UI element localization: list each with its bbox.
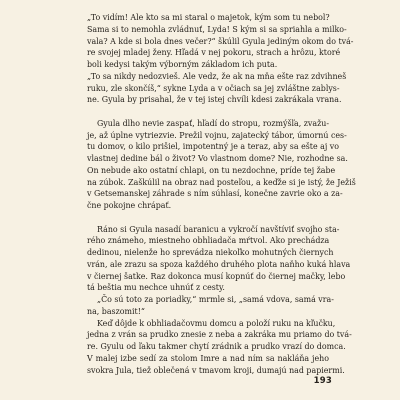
text-line: svokra Jula, tiež oblečená v tmavom kroji, dumajú nad papiermi. — [87, 365, 345, 375]
paragraph — [87, 294, 334, 318]
page-number: 193 — [313, 376, 332, 386]
text-line: v Getsemanskej záhrade s ním súhlasí, konečne zavrie oko a za- — [87, 189, 343, 199]
text-line: „To sa nikdy nedozvieš. Ale vedz, že ak na mňa ešte raz zdvihneš — [87, 71, 347, 81]
paragraph-gap — [87, 106, 329, 118]
paragraph — [87, 12, 354, 71]
text-line: je, až úplne vytriezvie. Prežil vojnu, zajatecký tábor, úmornú ces- — [87, 130, 347, 140]
text-line: boli kedysi takým výborným základom ich puta. — [87, 60, 278, 69]
text-line: „To vidím! Ale kto sa mi staral o majetok, kým som tu nebol? — [87, 13, 330, 22]
paragraph-gap — [87, 212, 329, 224]
text-line: tu domov, o kilo prišiel, impotentný je a teraz, aby sa ešte aj vo — [87, 142, 340, 152]
paragraph — [87, 318, 352, 377]
text-line: Sama si to nemohla zvládnuť, Lyda! S kým si sa spriahla a milko- — [87, 24, 347, 34]
body-text — [87, 12, 356, 376]
text-line: na, baszomit!“ — [87, 306, 145, 316]
text-line: V malej izbe sedí za stolom Imre a nad ním sa nakláňa jeho — [87, 353, 329, 363]
text-line: Gyula dlho nevie zaspať, hľadí do stropu, rozmýšľa, zvažu- — [97, 118, 329, 128]
text-line: On nebude ako ostatní chlapi, on tu nezdochne, príde tej žabe — [87, 165, 336, 175]
text-line: ne. Gyula by prisahal, že v tej istej chvíli kdesi zakrákala vrana. — [87, 95, 342, 105]
text-line: rého známeho, miestneho obhliadača mŕtvol. Ako prechádza — [87, 236, 330, 246]
text-line: re. Gyulu od ľaku takmer chytí zrádnik a prudko vrazí do domca. — [87, 342, 346, 351]
text-line: jedna z vrán sa prudko znesie z neba a zakráka mu priamo do tvá- — [87, 330, 352, 340]
text-line: v čiernej šatke. Raz dokonca musí kopnúť do čiernej mačky, lebo — [87, 271, 346, 281]
text-line: „Čo sú toto za poriadky,“ mrmle si, „samá vdova, samá vra- — [97, 295, 334, 304]
text-line: vala? A kde si bola dnes večer?“ škúlil Gyula jediným okom do tvá- — [87, 36, 354, 46]
text-line: čne pokojne chrápať. — [87, 201, 172, 210]
text-line: vlastnej dedine bál o život? Vo vlastnom dome? Nie, rozhodne sa. — [87, 154, 348, 163]
text-line: vrán, ale zrazu sa spoza každého druhého plota naňho kuká hlava — [87, 259, 351, 269]
text-line: Ráno si Gyula nasadí baranicu a vykročí navštíviť svojho sta- — [97, 224, 340, 234]
text-line: re svojej mladej ženy. Hľadá v nej pokoru, strach a hrôzu, ktoré — [87, 48, 341, 58]
paragraph — [87, 224, 351, 295]
text-line: Keď dôjde k obhliadačovmu domcu a položí ruku na kľučku, — [97, 318, 336, 328]
text-line: dedinou, nielenže ho sprevádza niekoľko mohutných čiernych — [87, 248, 334, 257]
paragraph — [87, 118, 356, 212]
paragraph — [87, 71, 347, 106]
text-line: tá beštia mu nechce uhnúť z cesty. — [87, 283, 225, 293]
text-line: na zúbok. Zaškúlil na obraz nad posteľou, a keďže si je istý, že Ježiš — [87, 177, 356, 187]
text-line: ruku, zle skončíš,“ sykne Lyda a v očiach sa jej zvláštne zablys- — [87, 83, 340, 93]
